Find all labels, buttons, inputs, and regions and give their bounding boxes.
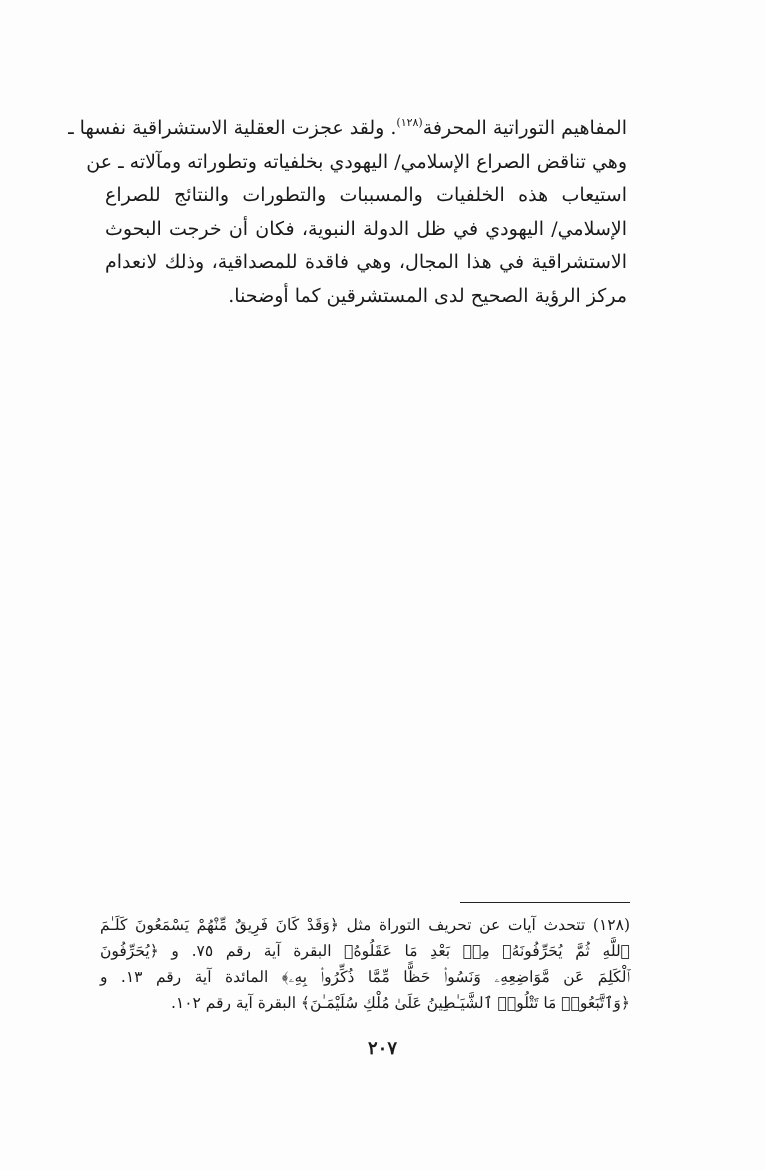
body-line-1 [68, 112, 627, 146]
footnote-line-1: (١٢٨) تتحدث آيات عن تحريف التوراة مثل ﴿وَقَدْ كَانَ فَرِيقٌ مِّنْهُمْ يَسْمَعُونَ كَلَـٰمَ [100, 916, 630, 934]
footnote-block [100, 912, 630, 1016]
body-line-2: وهي تناقض الصراع الإسلامي/ اليهودي بخلفياته وتطوراته ومآلاته ـ عن [86, 150, 627, 173]
body-line-1-tail: . ولقد عجزت العقلية الاستشراقية نفسها ـ [68, 117, 397, 139]
body-paragraph [68, 112, 627, 314]
page-number: ٢٠٧ [367, 1038, 397, 1059]
body-line-6: مركز الرؤية الصحيح لدى المستشرقين كما أوضحنا. [228, 284, 627, 307]
body-line-5: الاستشراقية في هذا المجال، وهي فاقدة للمصداقية، وذلك لانعدام [105, 251, 627, 274]
footnote-line-2: ٱللَّهِ ثُمَّ يُحَرِّفُونَهُۥ مِنۢ بَعْدِ مَا عَقَلُوهُ﴾ البقرة آية رقم ٧٥. و ﴿يُحَرِّفُونَ [100, 942, 630, 960]
footnote-reference: (١٢٨) [396, 116, 423, 129]
footnote-separator [460, 902, 630, 903]
footnote-line-3: ٱلْكَلِمَ عَن مَّوَاضِعِهِۦ وَنَسُوا۟ حَظًّا مِّمَّا ذُكِّرُوا۟ بِهِۦ﴾ المائدة آية رقم ١٣. و [100, 968, 630, 986]
body-line-1-start: المفاهيم التوراتية المحرفة [422, 117, 627, 139]
body-line-4: الإسلامي/ اليهودي في ظل الدولة النبوية، فكان أن خرجت البحوث [105, 217, 627, 240]
body-line-3: استيعاب هذه الخلفيات والمسببات والتطورات والنتائج للصراع [105, 184, 627, 207]
footnote-line-4: ﴿وَٱتَّبَعُوا۟ مَا تَتْلُوا۟ ٱلشَّيَـٰطِينُ عَلَىٰ مُلْكِ سُلَيْمَـٰنَ﴾ البقرة آية رقم ١٠٢. [170, 994, 630, 1012]
